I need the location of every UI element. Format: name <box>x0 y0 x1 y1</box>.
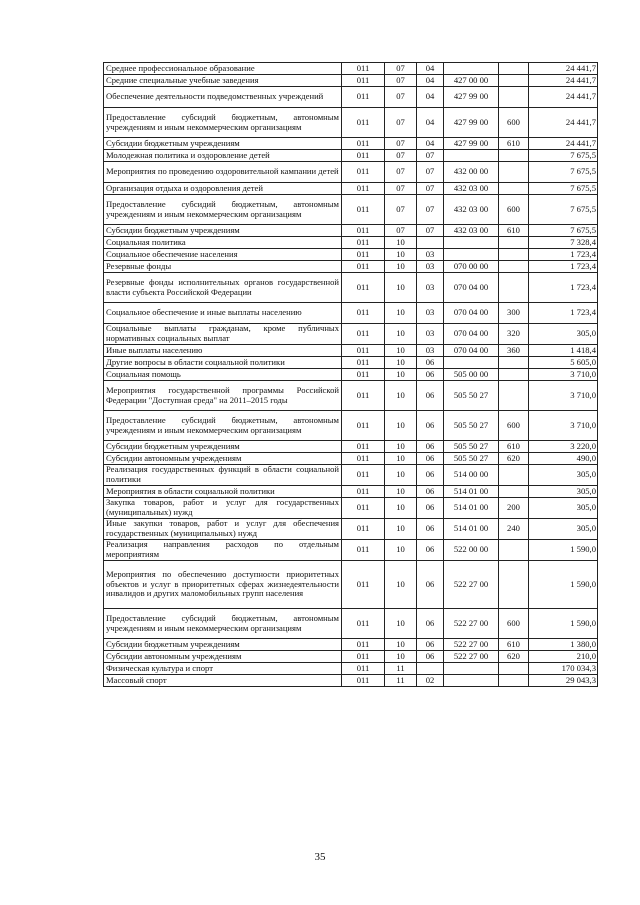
row-target-article: 505 50 27 <box>444 453 499 465</box>
row-subsection: 07 <box>417 195 444 225</box>
table-row <box>104 303 598 324</box>
row-target-article <box>444 63 499 75</box>
row-subsection: 06 <box>417 357 444 369</box>
row-name: Среднее профессиональное образование <box>104 63 342 75</box>
row-amount: 305,0 <box>529 498 598 519</box>
row-section: 10 <box>385 261 417 273</box>
row-name: Мероприятия по обеспечению доступности приоритетных объектов и услуг в приоритетных сферах жизнедеятельности инвалидов и других маломобильных групп населения <box>104 561 342 609</box>
row-admin-code: 011 <box>342 609 385 639</box>
row-admin-code: 011 <box>342 345 385 357</box>
row-subsection: 06 <box>417 609 444 639</box>
table-row <box>104 63 598 75</box>
row-name: Иные закупки товаров, работ и услуг для обеспечения государственных (муниципальных) нужд <box>104 519 342 540</box>
row-name: Социальное обеспечение и иные выплаты населению <box>104 303 342 324</box>
row-admin-code: 011 <box>342 303 385 324</box>
row-admin-code: 011 <box>342 75 385 87</box>
row-admin-code: 011 <box>342 519 385 540</box>
row-section: 07 <box>385 87 417 108</box>
row-admin-code: 011 <box>342 561 385 609</box>
row-admin-code: 011 <box>342 195 385 225</box>
row-subsection: 04 <box>417 138 444 150</box>
row-name: Социальное обеспечение населения <box>104 249 342 261</box>
row-section: 10 <box>385 540 417 561</box>
row-subsection: 06 <box>417 651 444 663</box>
table-row <box>104 138 598 150</box>
row-section: 07 <box>385 63 417 75</box>
row-admin-code: 011 <box>342 162 385 183</box>
row-admin-code: 011 <box>342 249 385 261</box>
table-row <box>104 561 598 609</box>
row-target-article: 070 04 00 <box>444 303 499 324</box>
table-row <box>104 663 598 675</box>
row-name: Закупка товаров, работ и услуг для государственных (муниципальных) нужд <box>104 498 342 519</box>
row-section: 11 <box>385 663 417 675</box>
table-row <box>104 75 598 87</box>
row-expense-type <box>499 540 529 561</box>
row-target-article: 505 50 27 <box>444 441 499 453</box>
row-name: Субсидии автономным учреждениям <box>104 651 342 663</box>
row-amount: 3 710,0 <box>529 411 598 441</box>
row-expense-type <box>499 663 529 675</box>
table-row <box>104 540 598 561</box>
row-admin-code: 011 <box>342 63 385 75</box>
row-target-article: 427 99 00 <box>444 138 499 150</box>
table-row <box>104 237 598 249</box>
table-row <box>104 609 598 639</box>
row-subsection: 02 <box>417 675 444 687</box>
row-name: Обеспечение деятельности подведомственных учреждений <box>104 87 342 108</box>
row-name: Иные выплаты населению <box>104 345 342 357</box>
row-name: Реализация направления расходов по отдельным мероприятиям <box>104 540 342 561</box>
row-subsection: 03 <box>417 345 444 357</box>
row-section: 07 <box>385 150 417 162</box>
row-amount: 1 418,4 <box>529 345 598 357</box>
row-name: Резервные фонды исполнительных органов государственной власти субъекта Российской Федерации <box>104 273 342 303</box>
row-target-article: 505 50 27 <box>444 411 499 441</box>
row-subsection: 03 <box>417 303 444 324</box>
row-amount: 5 605,0 <box>529 357 598 369</box>
row-expense-type: 360 <box>499 345 529 357</box>
row-name: Субсидии бюджетным учреждениям <box>104 441 342 453</box>
row-subsection: 06 <box>417 411 444 441</box>
row-subsection <box>417 237 444 249</box>
row-target-article: 505 00 00 <box>444 369 499 381</box>
row-expense-type <box>499 162 529 183</box>
row-expense-type <box>499 369 529 381</box>
row-target-article: 070 00 00 <box>444 261 499 273</box>
row-section: 10 <box>385 609 417 639</box>
row-section: 10 <box>385 324 417 345</box>
row-amount: 24 441,7 <box>529 63 598 75</box>
row-target-article: 427 00 00 <box>444 75 499 87</box>
row-expense-type <box>499 561 529 609</box>
row-section: 07 <box>385 75 417 87</box>
row-admin-code: 011 <box>342 225 385 237</box>
row-target-article: 432 00 00 <box>444 162 499 183</box>
row-name: Молодежная политика и оздоровление детей <box>104 150 342 162</box>
row-section: 11 <box>385 675 417 687</box>
row-admin-code: 011 <box>342 411 385 441</box>
row-target-article: 522 27 00 <box>444 609 499 639</box>
row-subsection: 06 <box>417 369 444 381</box>
row-admin-code: 011 <box>342 108 385 138</box>
row-amount: 24 441,7 <box>529 87 598 108</box>
row-section: 10 <box>385 651 417 663</box>
table-row <box>104 441 598 453</box>
row-name: Мероприятия государственной программы Российской Федерации "Доступная среда" на 2011–2015 годы <box>104 381 342 411</box>
row-subsection: 03 <box>417 261 444 273</box>
row-expense-type <box>499 486 529 498</box>
budget-table <box>103 62 598 687</box>
row-amount: 1 723,4 <box>529 261 598 273</box>
row-expense-type <box>499 63 529 75</box>
row-target-article: 427 99 00 <box>444 108 499 138</box>
table-row <box>104 162 598 183</box>
row-expense-type <box>499 150 529 162</box>
row-admin-code: 011 <box>342 183 385 195</box>
table-row <box>104 519 598 540</box>
row-amount: 1 723,4 <box>529 303 598 324</box>
row-amount: 1 723,4 <box>529 249 598 261</box>
row-subsection: 06 <box>417 486 444 498</box>
row-target-article <box>444 663 499 675</box>
row-expense-type: 610 <box>499 441 529 453</box>
row-expense-type <box>499 381 529 411</box>
row-section: 10 <box>385 381 417 411</box>
row-target-article: 432 03 00 <box>444 195 499 225</box>
table-row <box>104 651 598 663</box>
table-row <box>104 108 598 138</box>
row-expense-type: 620 <box>499 453 529 465</box>
row-section: 10 <box>385 369 417 381</box>
row-amount: 305,0 <box>529 324 598 345</box>
row-section: 10 <box>385 639 417 651</box>
row-expense-type: 200 <box>499 498 529 519</box>
table-row <box>104 249 598 261</box>
row-expense-type <box>499 87 529 108</box>
row-section: 07 <box>385 162 417 183</box>
row-expense-type: 600 <box>499 195 529 225</box>
row-amount: 210,0 <box>529 651 598 663</box>
row-admin-code: 011 <box>342 237 385 249</box>
table-row <box>104 465 598 486</box>
row-amount: 3 220,0 <box>529 441 598 453</box>
row-subsection: 04 <box>417 108 444 138</box>
row-admin-code: 011 <box>342 639 385 651</box>
row-amount: 305,0 <box>529 486 598 498</box>
row-expense-type: 610 <box>499 639 529 651</box>
row-target-article <box>444 237 499 249</box>
row-section: 10 <box>385 345 417 357</box>
row-target-article: 514 00 00 <box>444 465 499 486</box>
row-target-article: 522 00 00 <box>444 540 499 561</box>
row-section: 10 <box>385 249 417 261</box>
row-amount: 170 034,3 <box>529 663 598 675</box>
row-target-article: 514 01 00 <box>444 519 499 540</box>
row-subsection: 07 <box>417 150 444 162</box>
row-name: Мероприятия по проведению оздоровительной кампании детей <box>104 162 342 183</box>
row-expense-type: 620 <box>499 651 529 663</box>
row-amount: 3 710,0 <box>529 369 598 381</box>
row-section: 07 <box>385 108 417 138</box>
row-subsection: 03 <box>417 273 444 303</box>
row-name: Предоставление субсидий бюджетным, автономным учреждениям и иным некоммерческим организациям <box>104 108 342 138</box>
row-target-article: 070 04 00 <box>444 273 499 303</box>
row-subsection: 06 <box>417 441 444 453</box>
row-section: 07 <box>385 195 417 225</box>
row-admin-code: 011 <box>342 675 385 687</box>
row-subsection: 06 <box>417 519 444 540</box>
table-row <box>104 273 598 303</box>
row-name: Организация отдыха и оздоровления детей <box>104 183 342 195</box>
row-section: 10 <box>385 561 417 609</box>
row-name: Социальная помощь <box>104 369 342 381</box>
row-amount: 305,0 <box>529 465 598 486</box>
row-expense-type: 610 <box>499 225 529 237</box>
table-row <box>104 87 598 108</box>
row-target-article <box>444 357 499 369</box>
row-target-article: 522 27 00 <box>444 651 499 663</box>
table-row <box>104 345 598 357</box>
row-subsection: 06 <box>417 540 444 561</box>
row-subsection: 06 <box>417 465 444 486</box>
row-admin-code: 011 <box>342 486 385 498</box>
row-section: 10 <box>385 273 417 303</box>
row-expense-type: 240 <box>499 519 529 540</box>
row-admin-code: 011 <box>342 87 385 108</box>
row-subsection <box>417 663 444 675</box>
table-row <box>104 195 598 225</box>
row-name: Резервные фонды <box>104 261 342 273</box>
row-expense-type <box>499 183 529 195</box>
row-admin-code: 011 <box>342 273 385 303</box>
row-expense-type: 600 <box>499 609 529 639</box>
row-target-article: 514 01 00 <box>444 486 499 498</box>
row-expense-type <box>499 249 529 261</box>
row-section: 07 <box>385 138 417 150</box>
row-subsection: 06 <box>417 453 444 465</box>
row-admin-code: 011 <box>342 663 385 675</box>
table-row <box>104 675 598 687</box>
row-amount: 24 441,7 <box>529 75 598 87</box>
row-section: 10 <box>385 453 417 465</box>
row-name: Субсидии бюджетным учреждениям <box>104 639 342 651</box>
row-admin-code: 011 <box>342 465 385 486</box>
row-admin-code: 011 <box>342 357 385 369</box>
row-amount: 1 590,0 <box>529 540 598 561</box>
row-expense-type: 320 <box>499 324 529 345</box>
table-row <box>104 357 598 369</box>
row-name: Физическая культура и спорт <box>104 663 342 675</box>
row-target-article: 522 27 00 <box>444 561 499 609</box>
table-row <box>104 183 598 195</box>
row-amount: 7 328,4 <box>529 237 598 249</box>
row-admin-code: 011 <box>342 651 385 663</box>
row-section: 10 <box>385 465 417 486</box>
row-target-article: 514 01 00 <box>444 498 499 519</box>
table-row <box>104 369 598 381</box>
row-amount: 7 675,5 <box>529 150 598 162</box>
row-amount: 1 590,0 <box>529 561 598 609</box>
row-target-article: 070 04 00 <box>444 345 499 357</box>
row-target-article: 522 27 00 <box>444 639 499 651</box>
row-admin-code: 011 <box>342 381 385 411</box>
row-expense-type <box>499 675 529 687</box>
row-expense-type <box>499 237 529 249</box>
row-name: Предоставление субсидий бюджетным, автономным учреждениям и иным некоммерческим организациям <box>104 411 342 441</box>
row-name: Социальная политика <box>104 237 342 249</box>
row-amount: 1 590,0 <box>529 609 598 639</box>
row-amount: 29 043,3 <box>529 675 598 687</box>
row-subsection: 04 <box>417 75 444 87</box>
row-target-article <box>444 249 499 261</box>
row-subsection: 07 <box>417 162 444 183</box>
row-section: 10 <box>385 237 417 249</box>
row-name: Субсидии автономным учреждениям <box>104 453 342 465</box>
row-target-article: 432 03 00 <box>444 183 499 195</box>
row-admin-code: 011 <box>342 498 385 519</box>
row-admin-code: 011 <box>342 369 385 381</box>
row-expense-type <box>499 261 529 273</box>
row-section: 10 <box>385 303 417 324</box>
row-target-article: 432 03 00 <box>444 225 499 237</box>
row-name: Предоставление субсидий бюджетным, автономным учреждениям и иным некоммерческим организациям <box>104 609 342 639</box>
row-name: Массовый спорт <box>104 675 342 687</box>
row-admin-code: 011 <box>342 453 385 465</box>
row-admin-code: 011 <box>342 261 385 273</box>
row-target-article: 070 04 00 <box>444 324 499 345</box>
row-subsection: 07 <box>417 225 444 237</box>
row-amount: 490,0 <box>529 453 598 465</box>
row-amount: 7 675,5 <box>529 162 598 183</box>
row-amount: 24 441,7 <box>529 108 598 138</box>
row-amount: 305,0 <box>529 519 598 540</box>
row-target-article: 427 99 00 <box>444 87 499 108</box>
row-expense-type: 300 <box>499 303 529 324</box>
row-amount: 7 675,5 <box>529 183 598 195</box>
row-subsection: 03 <box>417 324 444 345</box>
row-subsection: 06 <box>417 639 444 651</box>
row-name: Мероприятия в области социальной политики <box>104 486 342 498</box>
row-expense-type: 610 <box>499 138 529 150</box>
row-expense-type <box>499 357 529 369</box>
row-admin-code: 011 <box>342 540 385 561</box>
row-amount: 1 380,0 <box>529 639 598 651</box>
row-admin-code: 011 <box>342 441 385 453</box>
table-row <box>104 486 598 498</box>
row-amount: 24 441,7 <box>529 138 598 150</box>
row-name: Предоставление субсидий бюджетным, автономным учреждениям и иным некоммерческим организациям <box>104 195 342 225</box>
row-expense-type <box>499 273 529 303</box>
row-expense-type: 600 <box>499 108 529 138</box>
table-row <box>104 381 598 411</box>
row-section: 10 <box>385 411 417 441</box>
row-amount: 1 723,4 <box>529 273 598 303</box>
row-section: 07 <box>385 225 417 237</box>
row-subsection: 06 <box>417 498 444 519</box>
row-section: 10 <box>385 486 417 498</box>
row-name: Субсидии бюджетным учреждениям <box>104 138 342 150</box>
row-amount: 7 675,5 <box>529 225 598 237</box>
table-row <box>104 453 598 465</box>
row-section: 10 <box>385 441 417 453</box>
row-admin-code: 011 <box>342 150 385 162</box>
table-row <box>104 150 598 162</box>
row-name: Средние специальные учебные заведения <box>104 75 342 87</box>
row-name: Реализация государственных функций в области социальной политики <box>104 465 342 486</box>
row-amount: 7 675,5 <box>529 195 598 225</box>
row-subsection: 03 <box>417 249 444 261</box>
row-section: 10 <box>385 357 417 369</box>
row-subsection: 04 <box>417 63 444 75</box>
row-target-article <box>444 150 499 162</box>
row-subsection: 07 <box>417 183 444 195</box>
row-name: Субсидии бюджетным учреждениям <box>104 225 342 237</box>
row-amount: 3 710,0 <box>529 381 598 411</box>
table-row <box>104 324 598 345</box>
row-section: 07 <box>385 183 417 195</box>
table-row <box>104 639 598 651</box>
row-expense-type: 600 <box>499 411 529 441</box>
table-row <box>104 261 598 273</box>
table-row <box>104 498 598 519</box>
row-expense-type <box>499 75 529 87</box>
row-subsection: 04 <box>417 87 444 108</box>
row-admin-code: 011 <box>342 138 385 150</box>
table-row <box>104 225 598 237</box>
row-subsection: 06 <box>417 561 444 609</box>
page-number: 35 <box>314 851 326 863</box>
row-expense-type <box>499 465 529 486</box>
row-section: 10 <box>385 498 417 519</box>
row-name: Социальные выплаты гражданам, кроме публичных нормативных социальных выплат <box>104 324 342 345</box>
table-row <box>104 411 598 441</box>
row-target-article <box>444 675 499 687</box>
row-name: Другие вопросы в области социальной политики <box>104 357 342 369</box>
row-admin-code: 011 <box>342 324 385 345</box>
row-section: 10 <box>385 519 417 540</box>
row-target-article: 505 50 27 <box>444 381 499 411</box>
row-subsection: 06 <box>417 381 444 411</box>
